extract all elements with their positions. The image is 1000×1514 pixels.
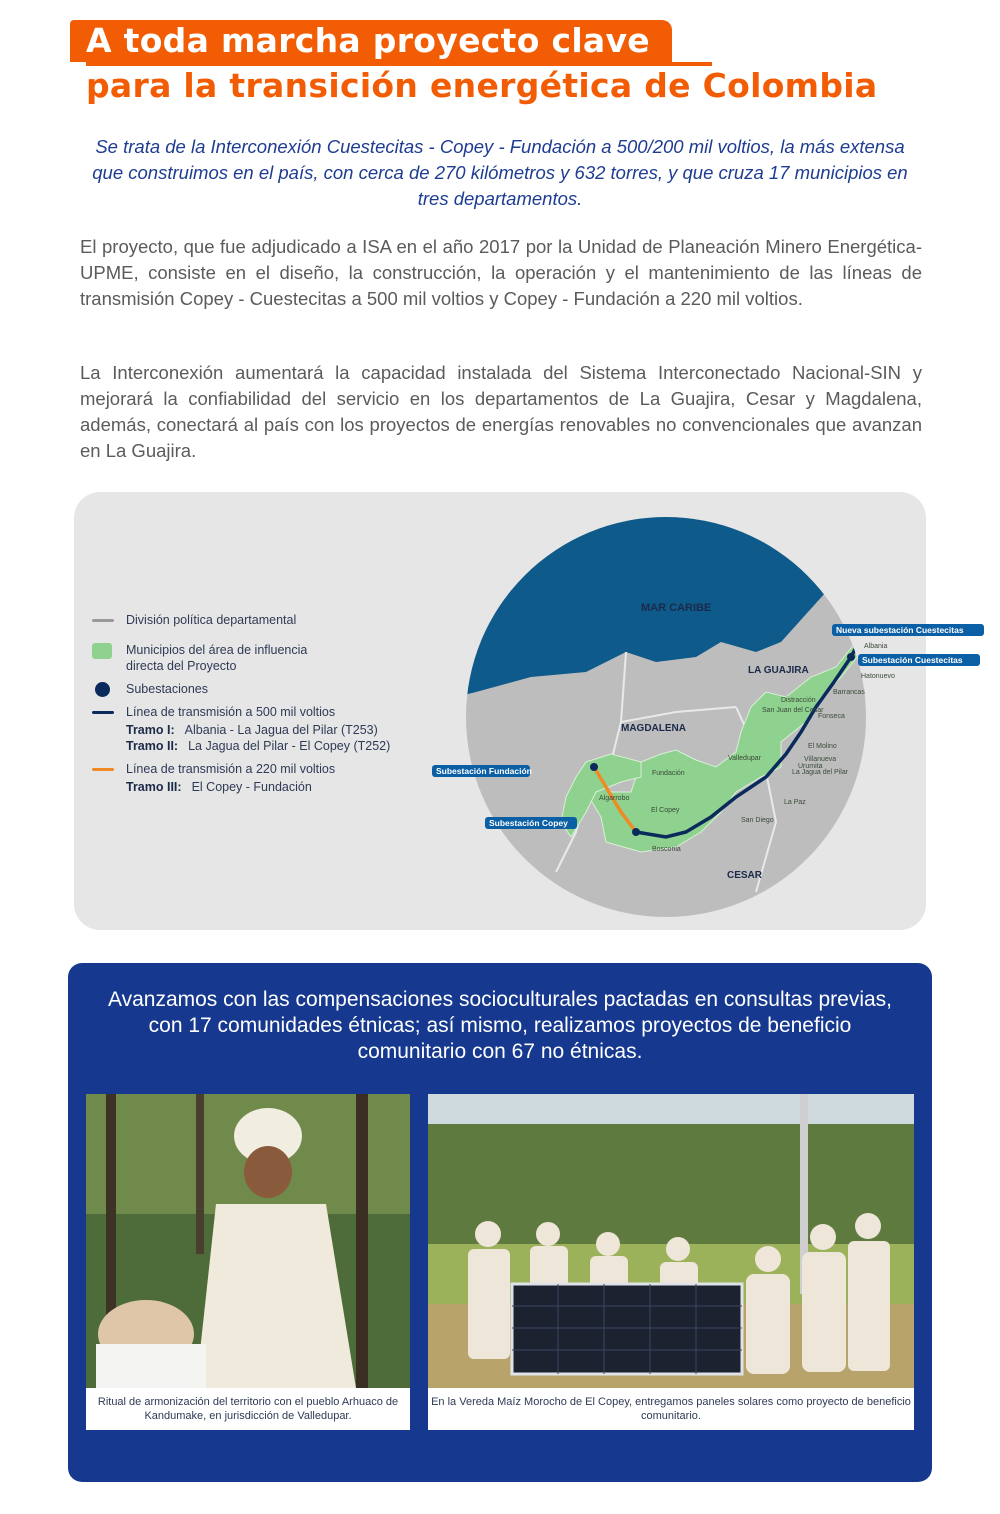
town-label: El Molino (808, 743, 837, 750)
legend-item-division (90, 612, 430, 628)
paragraph-project: El proyecto, que fue adjudicado a ISA en el año 2017 por la Unidad de Planeación Minero Energética- UPME, consiste en el diseño, la construcción, la operación y el mantenimiento de las líneas de transmisión Copey - Cuestecitas a 500 mil voltios y Copey - Fundación a 220 mil voltios. (80, 236, 922, 309)
project-map (436, 492, 964, 930)
town-label: San Diego (741, 817, 774, 824)
solar-panel (512, 1284, 742, 1374)
paragraph-interconnection: La Interconexión aumentará la capacidad instalada del Sistema Interconectado Nacional-SIN y mejorará la confiabilidad del servicio en los departamentos de La Guajira, Cesar y Magdalena, además, conectará al país con los proyectos de energías renovables no convencionales que avanzan en La Guajira. (80, 362, 922, 461)
caption-solar: En la Vereda Maíz Morocho de El Copey, entregamos paneles solares como proyecto de beneficio comunitario. (428, 1388, 914, 1430)
town-label: Hatonuevo (861, 673, 895, 680)
tramo-label: Tramo I: (126, 723, 175, 737)
photo-solar (428, 1094, 914, 1430)
caption-ritual: Ritual de armonización del territorio con el pueblo Arhuaco de Kandumake, en jurisdicción de Valledupar. (86, 1388, 410, 1430)
legend-label: División política departamental (126, 613, 297, 627)
tramo-text: La Jagua del Pilar - El Copey (T252) (188, 739, 391, 753)
tramo-text: El Copey - Fundación (191, 780, 312, 794)
title-line-2 (86, 62, 878, 106)
label-guajira: LA GUAJIRA (748, 665, 809, 676)
line-500-icon (92, 711, 114, 714)
intro-summary: Se trata de la Interconexión Cuestecitas - Copey - Fundación a 500/200 mil voltios, la más extensa que construimos en el país, con cerca de 270 kilómetros y 632 torres, y que cruza 17 municipios en tres departamentos. (92, 136, 908, 209)
town-label: Fundación (652, 770, 685, 777)
community-panel (68, 963, 932, 1482)
label-fundacion-substation: Subestación Fundación (436, 766, 532, 776)
division-line-icon (92, 619, 114, 622)
legend-tramo-3 (126, 779, 430, 795)
legend-label: Municipios del área de influencia directa del Proyecto (126, 643, 308, 673)
line-220-icon (92, 768, 114, 771)
legend-item-linea220 (90, 761, 430, 777)
legend-label: Línea de transmisión a 500 mil voltios (126, 705, 336, 719)
town-label: Bosconia (652, 846, 681, 853)
legend-tramo-1 (126, 722, 430, 738)
town-label: Villanueva (804, 756, 837, 763)
town-label: Fonseca (818, 713, 845, 720)
tramo-text: Albania - La Jagua del Pilar (T253) (184, 723, 378, 737)
label-cuestecitas: Subestación Cuestecitas (862, 655, 963, 665)
legend-label: Subestaciones (126, 682, 209, 696)
legend-item-municipios (90, 642, 430, 674)
town-label: Algarrobo (599, 795, 630, 802)
substation-dot (632, 828, 640, 836)
solar-photo-image (428, 1094, 914, 1388)
ritual-photo-image (86, 1094, 410, 1388)
town-label: Distracción (781, 697, 816, 704)
label-copey-substation: Subestación Copey (489, 818, 568, 828)
town-label: La Paz (784, 799, 806, 806)
title-line-2-text: para la transición energética de Colombia (86, 66, 878, 105)
substation-dot (856, 636, 864, 644)
legend-item-linea500 (90, 704, 430, 720)
influence-area-icon (92, 643, 112, 659)
town-label: Barrancas (833, 689, 865, 696)
community-summary: Avanzamos con las compensaciones socioculturales pactadas en consultas previas, con 17 comunidades étnicas; así mismo, realizamos proyectos de beneficio comunitario con 67 no étnicas. (107, 988, 893, 1063)
label-sea: MAR CARIBE (641, 602, 712, 614)
map-card (74, 492, 964, 930)
town-label: Albania (864, 643, 888, 650)
label-cesar: CESAR (727, 870, 763, 881)
legend-label: Línea de transmisión a 220 mil voltios (126, 762, 336, 776)
title-line-1: A toda marcha proyecto clave (70, 20, 672, 62)
town-label: La Jagua del Pilar (792, 769, 849, 776)
tramo-label: Tramo II: (126, 739, 179, 753)
substation-dot-icon (95, 682, 110, 697)
page-title (70, 20, 950, 106)
photo-ritual (86, 1094, 410, 1430)
substation-dot (590, 763, 598, 771)
substation-dot (847, 653, 855, 661)
tramo-label: Tramo III: (126, 780, 182, 794)
town-label: El Copey (651, 807, 680, 814)
map-legend (90, 612, 430, 795)
town-label: San Juan del Cesar (762, 707, 824, 714)
town-label: Valledupar (728, 755, 761, 762)
town-label: Urumita (798, 763, 823, 770)
label-nueva-cuestecitas: Nueva subestación Cuestecitas (836, 625, 964, 635)
legend-item-subestaciones (90, 681, 430, 697)
label-magdalena: MAGDALENA (621, 723, 686, 734)
legend-tramo-2 (126, 738, 430, 754)
